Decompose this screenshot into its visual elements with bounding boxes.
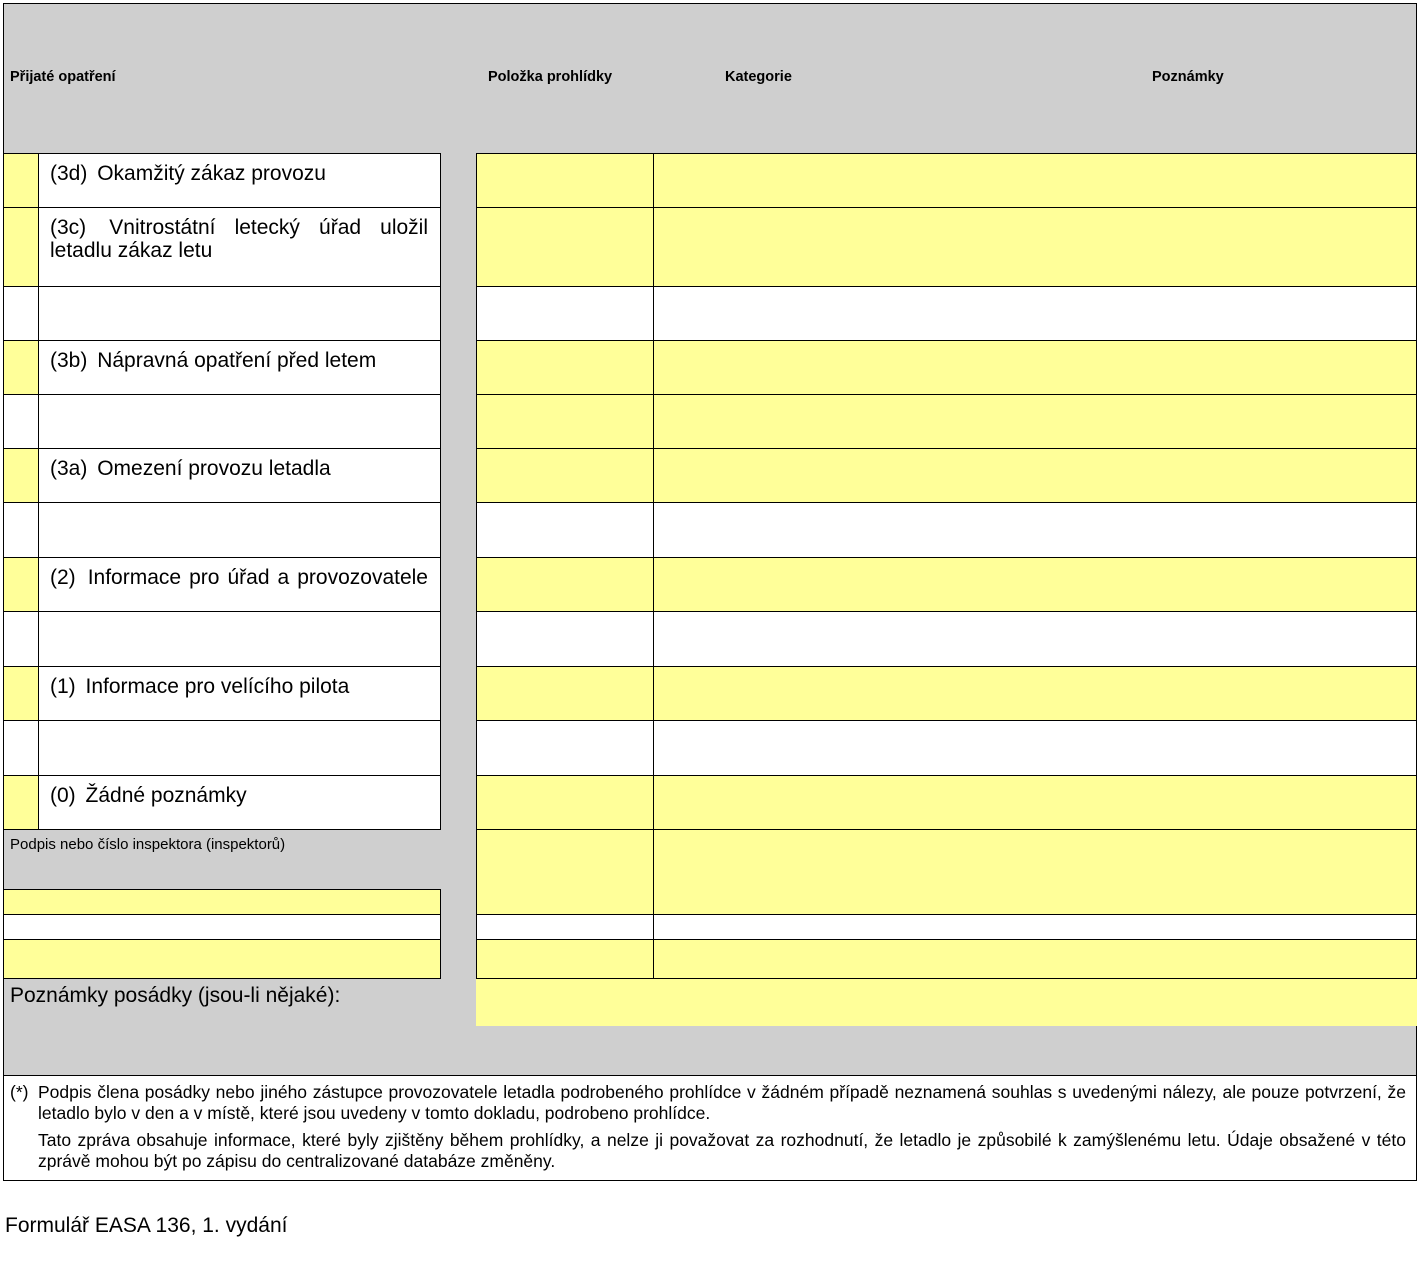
crew-remarks-field[interactable] [476, 979, 1417, 1026]
action-option-3a [39, 449, 440, 502]
action-row-2 [4, 557, 440, 611]
action-code: (3a) [50, 457, 88, 480]
action-text: Informace pro úřad a provozovatele [87, 566, 428, 589]
inspector-signature-spacer [4, 914, 440, 939]
actions-taken-list [3, 153, 441, 830]
action-row-3d [4, 153, 440, 207]
action-text: Omezení provozu letadla [97, 457, 331, 480]
inspection-item-field[interactable] [477, 208, 654, 286]
action-row-spacer [4, 286, 440, 340]
inspector-number-field[interactable] [4, 940, 440, 978]
finding-row-spacer [477, 914, 1416, 939]
finding-row [477, 666, 1416, 720]
column-header-actions-taken: Přijaté opatření [10, 69, 116, 85]
action-code: (3c) [50, 216, 87, 239]
category-remarks-field[interactable] [654, 667, 1416, 720]
finding-row-spacer [477, 502, 1416, 557]
action-row-spacer [4, 611, 440, 666]
action-checkbox-2[interactable] [4, 558, 39, 611]
empty-cell [4, 503, 39, 557]
empty-cell [39, 287, 440, 340]
empty-cell [654, 721, 1416, 775]
empty-cell [477, 915, 654, 939]
finding-row-spacer [477, 720, 1416, 775]
action-option-3c [39, 208, 440, 286]
finding-row [477, 775, 1416, 829]
empty-cell [39, 395, 440, 448]
inspector-signature-row [4, 889, 440, 914]
empty-cell [477, 503, 654, 557]
action-option-1 [39, 667, 440, 720]
action-checkbox-3a[interactable] [4, 449, 39, 502]
empty-cell [654, 915, 1416, 939]
empty-cell [39, 721, 440, 775]
action-text: Nápravná opatření před letem [97, 349, 377, 372]
action-text: Informace pro velícího pilota [85, 675, 350, 698]
action-row-3b [4, 340, 440, 394]
inspector-number-row [4, 939, 440, 978]
finding-row [477, 340, 1416, 394]
action-checkbox-3d[interactable] [4, 154, 39, 207]
finding-row [477, 207, 1416, 286]
empty-cell [477, 612, 654, 666]
inspection-item-field[interactable] [477, 558, 654, 611]
action-row-3c [4, 207, 440, 286]
footnote-paragraph: Podpis člena posádky nebo jiného zástupce provozovatele letadla podrobeného prohlídce v žádném případě neznamená souhlas s uvedenými nálezy, ale pouze potvrzení, že letadlo bylo v den a v místě, které jsou uvedeny v tomto dokladu, podrobeno prohlídce. [38, 1082, 1406, 1123]
category-remarks-field[interactable] [654, 449, 1416, 502]
inspector-signature-label: Podpis nebo číslo inspektora (inspektorů) [10, 836, 286, 853]
empty-cell [4, 721, 39, 775]
category-remarks-field[interactable] [654, 558, 1416, 611]
action-row-spacer [4, 720, 440, 775]
empty-cell [4, 395, 39, 448]
crew-remarks-label: Poznámky posádky (jsou-li nějaké): [10, 984, 341, 1007]
action-code: (1) [50, 675, 76, 698]
empty-cell [39, 503, 440, 557]
inspection-item-field[interactable] [477, 449, 654, 502]
inspection-item-field[interactable] [477, 341, 654, 394]
empty-cell [39, 612, 440, 666]
empty-cell [4, 915, 440, 939]
action-option-2 [39, 558, 440, 611]
inspection-item-field[interactable] [477, 667, 654, 720]
footnote-mark: (*) [10, 1082, 29, 1102]
empty-cell [654, 287, 1416, 340]
finding-row [477, 448, 1416, 502]
category-remarks-field[interactable] [654, 208, 1416, 286]
inspection-item-field[interactable] [477, 154, 654, 207]
finding-row [477, 557, 1416, 611]
footnote-paragraph: Tato zpráva obsahuje informace, které byly zjištěny během prohlídky, a nelze ji považovat za rozhodnutí, že letadlo je způsobilé k zamýšlenému letu. Údaje obsažené v této zprávě mohou být po zápisu do centralizované databáze změněny. [38, 1130, 1406, 1171]
empty-cell [654, 503, 1416, 557]
footnote [3, 1075, 1417, 1181]
action-row-3a [4, 448, 440, 502]
action-row-spacer [4, 502, 440, 557]
finding-row-spacer [477, 611, 1416, 666]
empty-cell [654, 612, 1416, 666]
empty-cell [4, 287, 39, 340]
action-option-0 [39, 776, 440, 829]
category-remarks-field[interactable] [654, 154, 1416, 207]
action-row-0 [4, 775, 440, 829]
category-remarks-field[interactable] [654, 940, 1416, 978]
finding-row [477, 829, 1416, 914]
inspection-item-field[interactable] [477, 776, 654, 829]
action-text: Žádné poznámky [85, 784, 247, 807]
finding-row [477, 394, 1416, 448]
category-remarks-field[interactable] [654, 776, 1416, 829]
inspection-item-field[interactable] [477, 395, 654, 448]
action-checkbox-3c[interactable] [4, 208, 39, 286]
findings-table [476, 153, 1417, 979]
column-header-remarks: Poznámky [1152, 69, 1224, 85]
action-code: (3b) [50, 349, 88, 372]
action-option-3b [39, 341, 440, 394]
category-remarks-field[interactable] [654, 830, 1416, 914]
finding-row [477, 153, 1416, 207]
action-text: Vnitrostátní letecký úřad uložil letadlu zákaz letu [50, 216, 428, 262]
action-checkbox-1[interactable] [4, 667, 39, 720]
action-text: Okamžitý zákaz provozu [97, 162, 326, 185]
footnote-text [38, 1082, 1406, 1172]
empty-cell [477, 721, 654, 775]
action-option-3d [39, 154, 440, 207]
inspection-item-field[interactable] [477, 940, 654, 978]
inspector-signature-fields [3, 889, 441, 979]
action-code: (3d) [50, 162, 88, 185]
action-code: (2) [50, 566, 76, 589]
action-row-spacer [4, 394, 440, 448]
finding-row [477, 939, 1416, 978]
category-remarks-field[interactable] [654, 341, 1416, 394]
category-remarks-field[interactable] [654, 395, 1416, 448]
inspector-signature-field[interactable] [4, 890, 440, 914]
action-row-1 [4, 666, 440, 720]
inspection-item-field[interactable] [477, 830, 654, 914]
action-code: (0) [50, 784, 76, 807]
empty-cell [477, 287, 654, 340]
action-checkbox-3b[interactable] [4, 341, 39, 394]
form-identifier: Formulář EASA 136, 1. vydání [5, 1214, 288, 1237]
empty-cell [4, 612, 39, 666]
column-header-category: Kategorie [725, 69, 792, 85]
finding-row-spacer [477, 286, 1416, 340]
action-checkbox-0[interactable] [4, 776, 39, 829]
column-header-inspection-item: Položka prohlídky [488, 69, 613, 85]
